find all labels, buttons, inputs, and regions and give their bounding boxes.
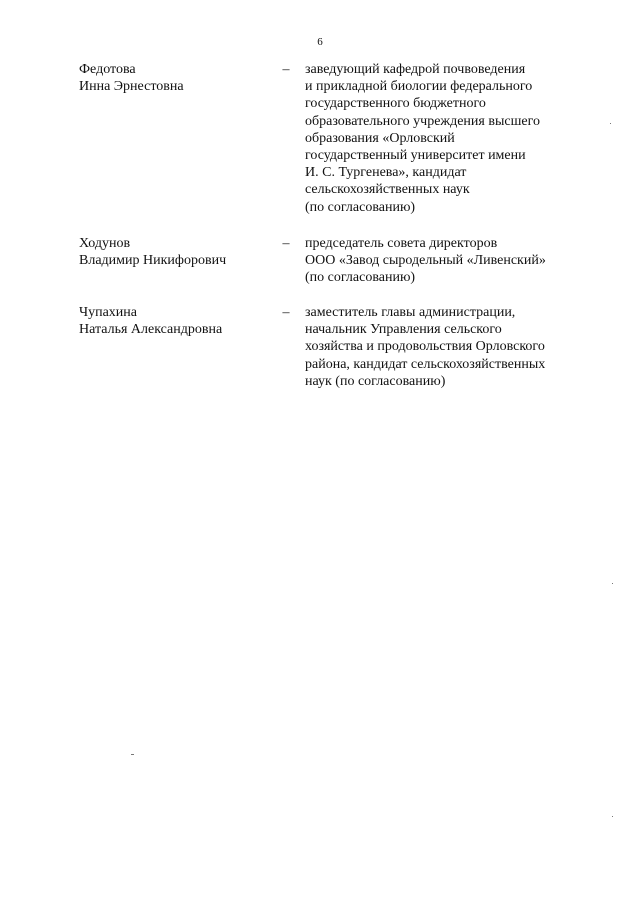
dash-separator: – bbox=[282, 236, 290, 251]
member-position bbox=[305, 61, 605, 216]
dash-separator: – bbox=[282, 62, 290, 77]
position-line: (по согласованию) bbox=[305, 199, 416, 215]
member-name bbox=[79, 304, 269, 338]
position-line: хозяйства и продовольствия Орловского bbox=[305, 339, 545, 355]
scan-speck bbox=[131, 754, 134, 755]
member-name bbox=[79, 61, 269, 95]
position-line: наук (по согласованию) bbox=[305, 373, 446, 389]
dash-separator: – bbox=[282, 305, 290, 320]
position-line: председатель совета директоров bbox=[305, 236, 498, 251]
member-given-names: Инна Эрнестовна bbox=[79, 79, 184, 95]
position-line: государственного бюджетного bbox=[305, 96, 486, 112]
position-line: (по согласованию) bbox=[305, 270, 416, 286]
page-number: 6 bbox=[317, 36, 323, 48]
position-line: заведующий кафедрой почвоведения bbox=[305, 62, 526, 77]
member-surname: Чупахина bbox=[79, 305, 138, 320]
scan-speck bbox=[612, 816, 613, 817]
member-name bbox=[79, 235, 269, 269]
position-line: образования «Орловский bbox=[305, 130, 455, 146]
member-given-names: Наталья Александровна bbox=[79, 322, 223, 338]
member-position bbox=[305, 304, 605, 390]
position-line: ООО «Завод сыродельный «Ливенский» bbox=[305, 253, 546, 269]
position-line: образовательного учреждения высшего bbox=[305, 113, 540, 129]
position-line: начальник Управления сельского bbox=[305, 322, 502, 338]
scan-speck bbox=[612, 583, 613, 584]
position-line: заместитель главы администрации, bbox=[305, 305, 516, 320]
member-surname: Ходунов bbox=[79, 236, 131, 251]
member-given-names: Владимир Никифорович bbox=[79, 253, 227, 269]
position-line: И. С. Тургенева», кандидат bbox=[305, 165, 467, 181]
position-line: сельскохозяйственных наук bbox=[305, 182, 470, 198]
member-surname: Федотова bbox=[79, 62, 136, 77]
member-position bbox=[305, 235, 605, 287]
position-line: и прикладной биологии федерального bbox=[305, 79, 533, 95]
position-line: государственный университет имени bbox=[305, 147, 526, 163]
scan-speck bbox=[610, 123, 611, 124]
position-line: района, кандидат сельскохозяйственных bbox=[305, 356, 546, 372]
